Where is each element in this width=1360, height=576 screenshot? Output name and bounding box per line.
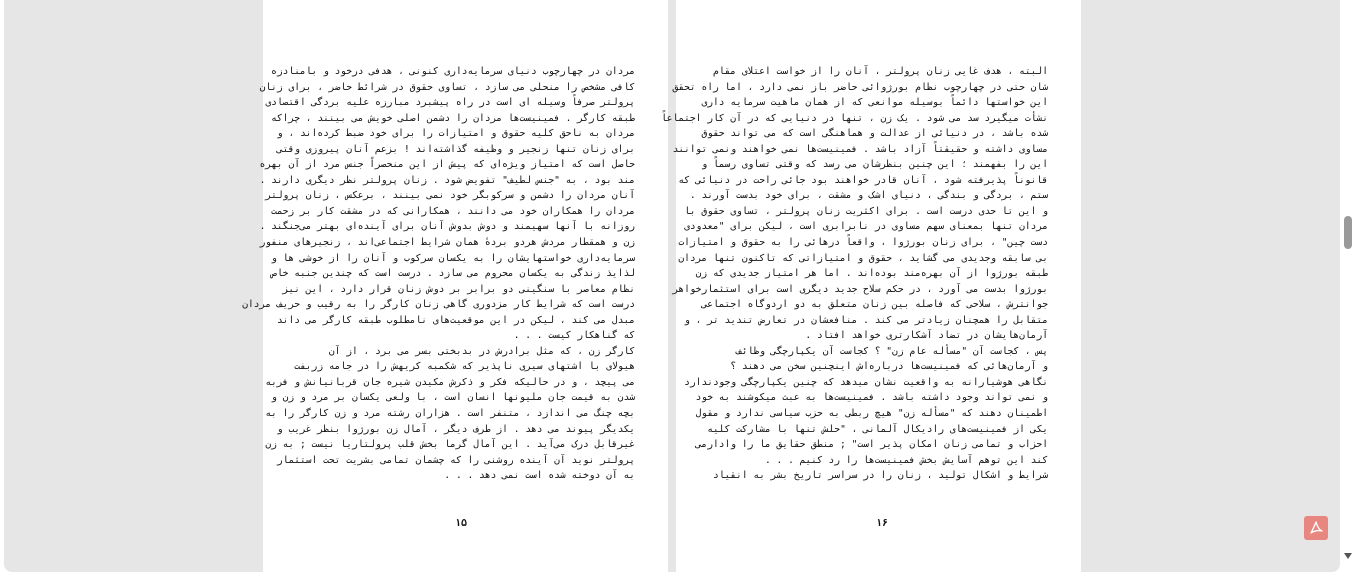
text-line: مبدل می کند ، لیکن در این موقعیت‌های نامطلوب طبقه کارگر می داند [276,314,635,326]
text-line: نظام معاصر با سنگینی دو برابر بر دوش زنان قرار دارد ، این نیز [282,283,635,295]
text-line: شرایط و اشکال تولید ، زنان را در سراسر تاریخ بشر به انقیاد [712,470,1048,482]
text-line: یکدیگر پیوند می دهد . از طرف دیگر ، آمال زن بورژوا بنظر غریب و [276,423,635,435]
acrobat-logo-icon [1308,520,1324,536]
text-line: بچه چنگ می اندازد ، متنفر است . هزاران رشته مرد و زن کارگر را به [265,408,635,420]
text-line: شان حتی در چهارچوب نظام بورژوائی حاضر باز نمی دارد ، اما راه تحقق [672,81,1048,93]
text-line: و نمی تواند وجود داشته باشد . فمینیست‌ها به عبث میکوشند به خود [695,392,1048,404]
text-line: و آرمان‌هائی که فمینیست‌ها درباره‌اش اینچنین سخن می دهند ؟ [730,361,1048,373]
text-line: به آن دوخته شده است نمی دهد . . . [444,470,635,482]
text-line: جوانترش ، سلاحی که فاصله بین زنان متعلق به دو اردوگاه اجتماعی [701,299,1048,311]
text-line: البته ، هدف غایی زنان پرولتر ، آنان را از خواست اعتلای مقام [712,66,1048,77]
page-number-right: ۱۶ [875,518,889,529]
text-line: مردان را همکاران خود می دانند ، همکارانی که در مشقت کار بر زحمت [271,205,635,217]
text-line: کند این توهم آسایش بخش فمینیست‌ها را رد کنیم . . . [764,454,1048,466]
text-line: ستم ، بردگی و بندگی ، دنیای اشک و مشقت ، برای خود بدست آورند . [689,190,1048,202]
scroll-down-arrow-icon[interactable] [1344,553,1352,559]
text-line: دست چین" ، برای زنان بورژوا ، واقعاً درهائی را به حقوق و امتیازات [678,237,1048,249]
text-line: روزانه با آنها سهیمند و دوش بدوش آنان برای آینده‌ای بهتر می‌جنگند . [259,221,635,233]
text-line: پرولتر نوید آن آینده روشنی را که چشمان تمامی بشریت تحت استثمار [276,454,635,466]
document-page-right [661,0,1081,572]
text-line: مردان در چهارچوب دنیای سرمایه‌داری کنونی ، هدفی درخود و بامنادزه [271,66,635,77]
page-text-left [242,64,635,484]
text-line: نشأت میگیرد سد می شود . یک زن ، تنها در دنیایی که در آن کار اجتماعاً [661,112,1048,124]
text-line: بی سابقه وجدیدی می گشاید ، حقوق و امتیازاتی که تاکنون تنها مردان [678,252,1048,264]
page-text-right [661,64,1048,484]
text-line: احزاب و تمامی زنان امکان پذیر است" ; منطق حقایق ما را وادارمی‌ [695,439,1048,451]
page-number-left: ۱۵ [454,518,468,529]
text-line: و این تا حدی درست است . برای اکثریت زنان پرولتر ، تساوی حقوق با [684,205,1048,217]
text-line: سرمایه‌داری خواستهایشان را به یکسان سرکوب و آنان را از خوشی ها و [271,252,635,264]
text-line: مند بود ، به "جنس لطیف" تفویض شود . زنان پرولتر نظر دیگری دارند . [259,174,635,186]
text-line: مردان تنها بمعنای سهم مساوی در نابرابری است ، لیکن برای "معدودی [684,221,1048,233]
text-line: زن و همقطار مردش هردو بردهٔ همان شرایط اجتماعی‌اند ، زنجیرهای منفور [259,237,635,249]
text-line: هیولای با اشتهای سیری ناپذیر که شکمبه کریهش را در جامه زربفت [294,361,635,373]
text-line: متقابل را همچنان زیادتر می کند . منافعشان در تعارض تندید تر ، و [684,314,1048,326]
text-line: پرولتر صرفاً وسیله ای است در راه پیشبرد مبارزه علیه بردگی اقتصادی [265,97,635,109]
text-line: که گناهکار کیست . . . [513,330,635,342]
text-line: لذایذ زندگی به یکسان محروم می سازد . درست است که چندین جنبه خاص [271,268,635,280]
text-line: کافی مشخص را منحلی می سازد ، تساوی حقوق در شرائط حاضر ، برای زنان [259,81,635,93]
text-line: نگاهی هوشیارانه به واقعیت نشان میدهد که چنین یکپارچگی وجودندارد [684,376,1048,388]
text-line: غیرقابل درک می‌آید . این آمال گرما بخش قلب پرولتاریا نیست ; به زن [265,439,635,451]
text-line: می پیچد ، و در حالیکه فکر و ذکرش مکیدن شیره جان قربانیانش و فربه [265,376,635,388]
text-line: قانوناً پذیرفته شود ، آنان قادر خواهند بود جائی راحت در دنیائی که [678,174,1048,186]
text-line: درست است که شرایط کار مزدوری گاهی زنان کارگر را به رقیب و حریف مردان [242,299,635,311]
text-line: یکی از فمینیست‌های رادیکال آلمانی ، "حلش تنها با مشارکت کلیه [707,423,1048,435]
scrollbar-thumb[interactable] [1344,216,1352,249]
text-line: بورژوا بدست می آورد ، در حکم سلاح جدید دیگری است برای استثمارخواهر [672,283,1048,295]
text-line: شده باشد ، در دنیائی از عدالت و هماهنگی است که می تواند حقوق [701,128,1048,140]
text-line: برای زنان تنها زنجیر و وظیفه گذاشته‌اند ! بزعم آنان پیروزی وقتی [276,143,635,155]
pdf-icon[interactable] [1304,516,1328,540]
text-line: این را بفهمند ؛ این چنین بنظرشان می رسد که وقتی تساوی رسماً و [701,159,1048,171]
text-line: اطمینان دهند که "مسأله زن" هیچ ربطی به حزب سیاسی ندارد و مقول [695,408,1048,420]
text-line: مردان به ناحق کلیه حقوق و امتیازات را برای خود ضبط کرده‌اند ، و [276,128,635,140]
document-viewer[interactable] [4,0,1340,572]
text-line: مساوی داشته و حقیقتاً آزاد باشد . فمینیست‌ها نمی خواهند ونمی توانند [672,143,1048,155]
text-line: پس ، کجاست آن "مسأله عام زن" ؟ کجاست آن یکپارچگی وظائف [736,345,1048,357]
text-line: حاصل است که امتیاز ویژه‌ای که پیش از این منحصراً جنس مرد از آن بهره‌ [259,159,635,171]
document-page-left [242,0,668,572]
text-line: شدن به قیمت جان ملیونها انسان است ، با ولعی یکسان بر مرد و زن و [271,392,635,404]
text-line: آرمان‌هایشان در تضاد آشکارتری خواهد افتاد . [805,330,1048,342]
text-line: طبقه کارگر . فمینیست‌ها مردان را دشمن اصلی خویش می بینند ، چراکه [271,112,635,124]
text-line: کارگر زن ، که مثل برادرش در بدبختی بسر می برد ، از آن [328,345,635,357]
vertical-scrollbar[interactable] [1340,0,1360,576]
text-line: آنان مردان را دشمن و سرکوبگر خود نمی بینند ، برعکس ، زنان پرولتر [265,190,635,202]
text-line: طبقه بورژوا از آن بهره‌مند بوده‌اند . اما هر امتیاز جدیدی که زن [695,268,1048,280]
text-line: این خواستها دائماً بوسیله موانعی که از همان ماهیت سرمایه داری [701,97,1048,109]
